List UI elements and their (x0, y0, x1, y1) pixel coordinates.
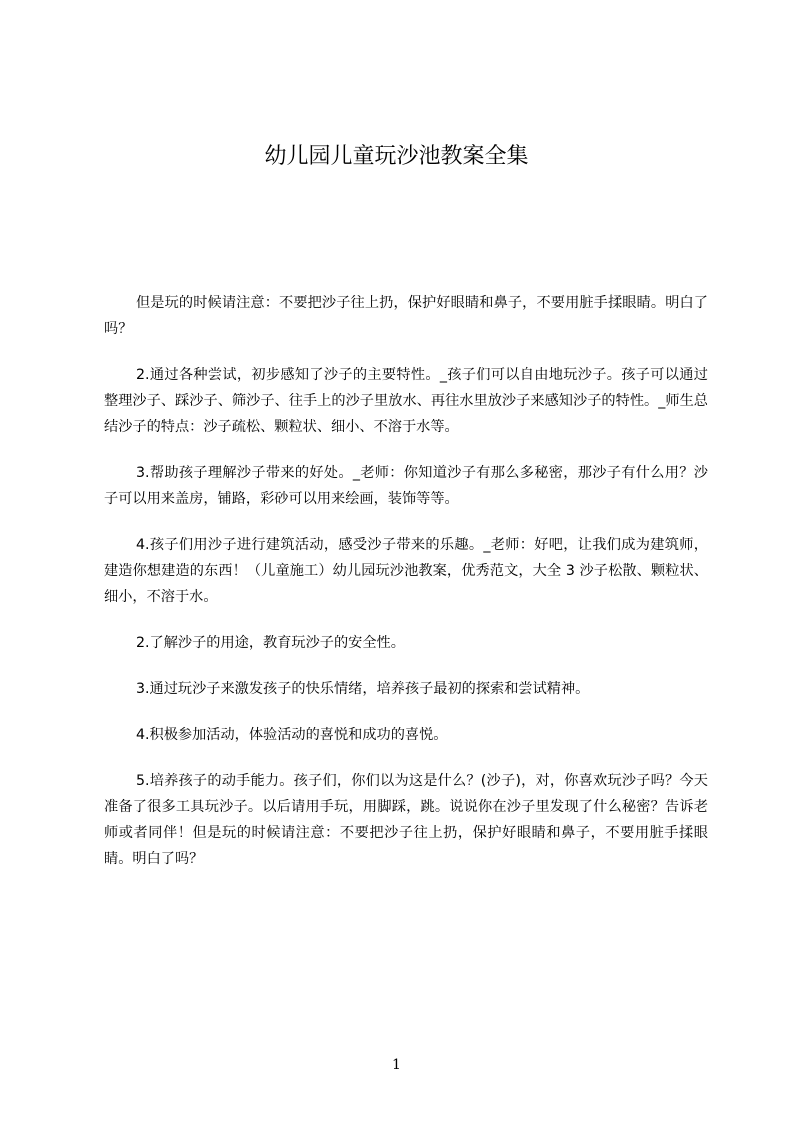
paragraph: 2.通过各种尝试，初步感知了沙子的主要特性。_孩子们可以自由地玩沙子。孩子可以通过整理沙子、踩沙子、筛沙子、往手上的沙子里放水、再往水里放沙子来感知沙子的特性。_师生总结沙子的特点：沙子疏松、颗粒状、细小、不溶于水等。 (104, 367, 708, 435)
page-number: 1 (392, 1057, 401, 1073)
paragraph: 5.培养孩子的动手能力。孩子们，你们以为这是什么？(沙子)，对，你喜欢玩沙子吗？今天准备了很多工具玩沙子。以后请用手玩，用脚踩，跳。说说你在沙子里发现了什么秘密？告诉老师或者同伴！但是玩的时候请注意：不要把沙子往上扔，保护好眼睛和鼻子，不要用脏手揉眼睛。明白了吗？ (104, 773, 708, 867)
paragraph: 3.帮助孩子理解沙子带来的好处。_老师：你知道沙子有那么多秘密，那沙子有什么用？沙子可以用来盖房，铺路，彩砂可以用来绘画，装饰等等。 (104, 465, 708, 507)
document-title: 幼儿园儿童玩沙池教案全集 (264, 144, 529, 169)
paragraph: 4.积极参加活动，体验活动的喜悦和成功的喜悦。 (136, 727, 448, 743)
paragraph: 4.孩子们用沙子进行建筑活动，感受沙子带来的乐趣。_老师：好吧，让我们成为建筑师，建造你想建造的东西！（儿童施工）幼儿园玩沙池教案，优秀范文，大全 3 沙子松散、颗粒状、细小，不溶于水。 (104, 537, 708, 605)
document-body (104, 290, 708, 892)
paragraph: 2.了解沙子的用途，教育玩沙子的安全性。 (136, 635, 405, 651)
paragraph: 3.通过玩沙子来激发孩子的快乐情绪，培养孩子最初的探索和尝试精神。 (136, 681, 590, 697)
paragraph: 但是玩的时候请注意：不要把沙子往上扔，保护好眼睛和鼻子，不要用脏手揉眼睛。明白了吗？ (104, 295, 708, 337)
